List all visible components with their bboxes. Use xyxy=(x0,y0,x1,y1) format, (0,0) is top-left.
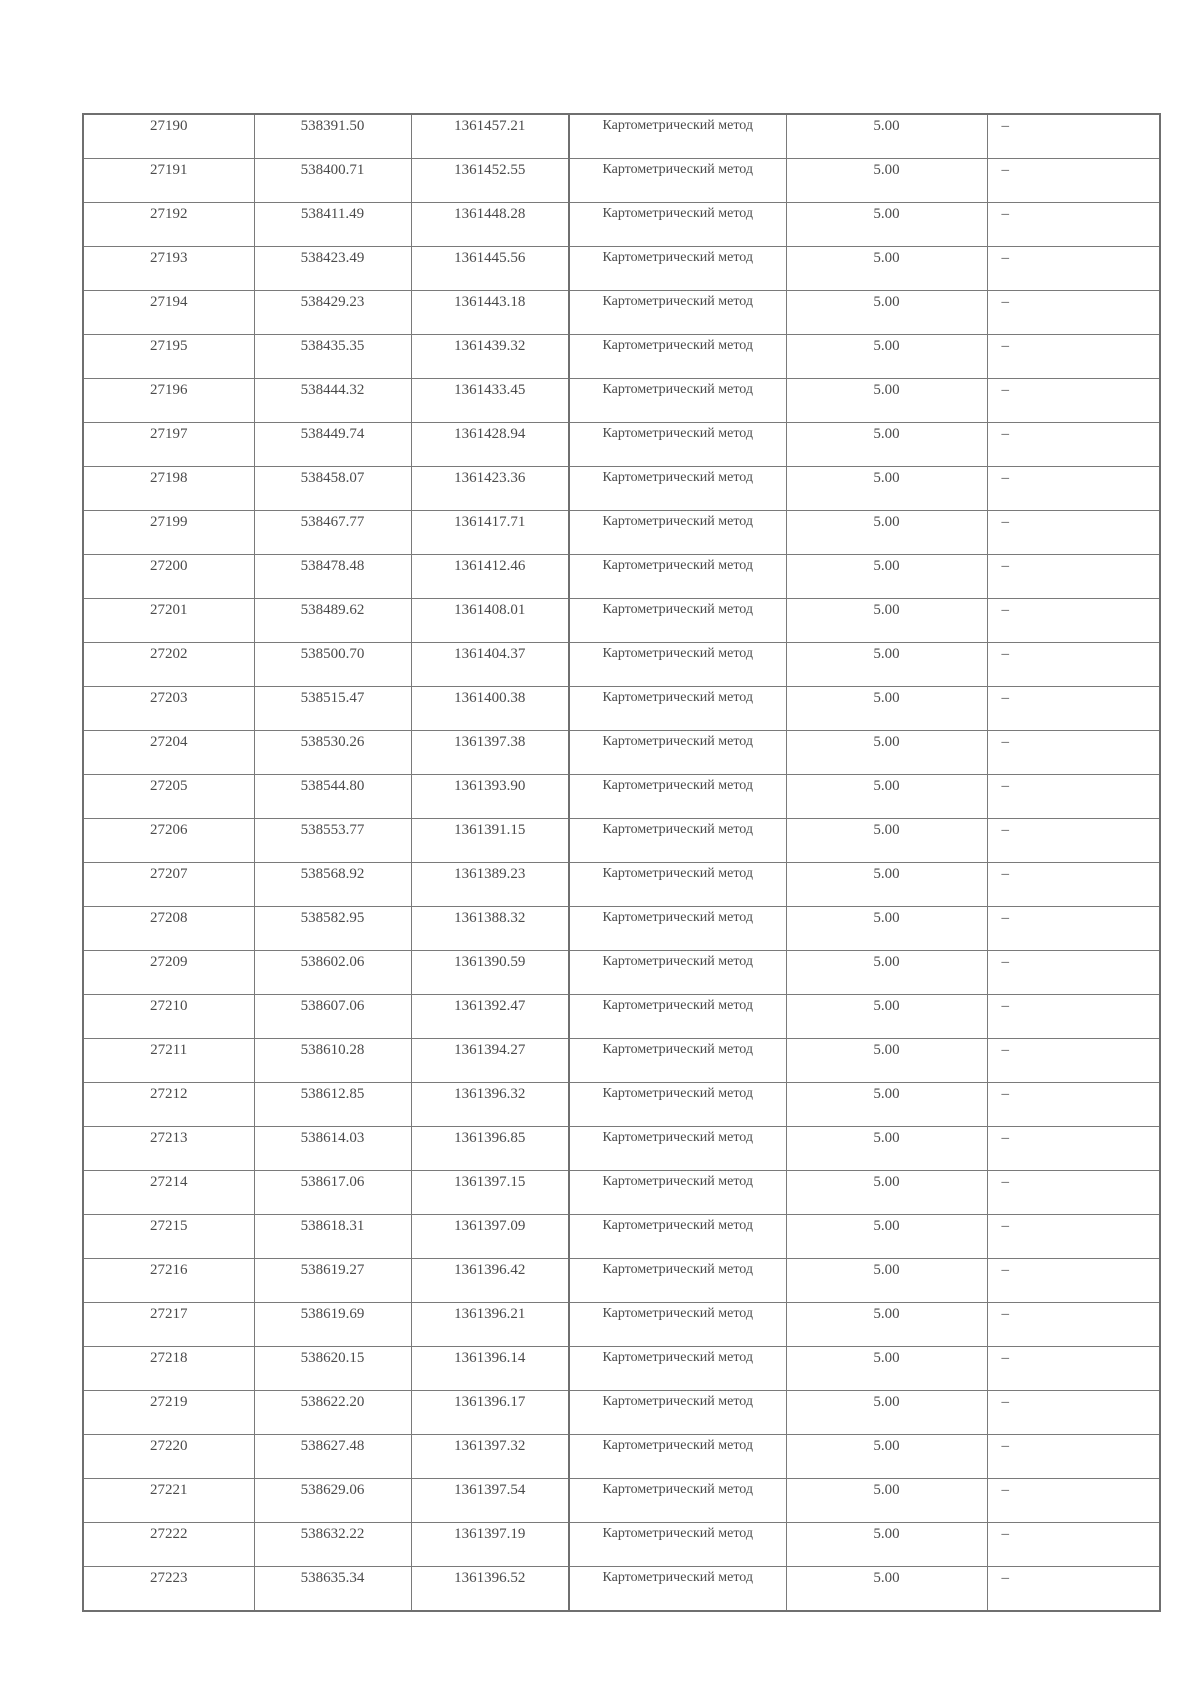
note-cell: – xyxy=(987,1259,1160,1303)
table-row xyxy=(83,731,1160,775)
y-coordinate-cell: 1361390.59 xyxy=(411,951,569,995)
method-cell: Картометрический метод xyxy=(569,995,786,1039)
accuracy-cell: 5.00 xyxy=(786,511,987,555)
point-number-cell: 27223 xyxy=(83,1567,254,1612)
y-coordinate-cell: 1361439.32 xyxy=(411,335,569,379)
point-number-cell: 27196 xyxy=(83,379,254,423)
point-number-cell: 27210 xyxy=(83,995,254,1039)
table-row xyxy=(83,643,1160,687)
x-coordinate-cell: 538500.70 xyxy=(254,643,411,687)
note-cell: – xyxy=(987,1479,1160,1523)
note-cell: – xyxy=(987,1523,1160,1567)
point-number-cell: 27193 xyxy=(83,247,254,291)
note-cell: – xyxy=(987,687,1160,731)
method-cell: Картометрический метод xyxy=(569,159,786,203)
accuracy-cell: 5.00 xyxy=(786,1523,987,1567)
note-cell: – xyxy=(987,423,1160,467)
table-row xyxy=(83,775,1160,819)
point-number-cell: 27192 xyxy=(83,203,254,247)
accuracy-cell: 5.00 xyxy=(786,687,987,731)
point-number-cell: 27207 xyxy=(83,863,254,907)
method-cell: Картометрический метод xyxy=(569,643,786,687)
point-number-cell: 27215 xyxy=(83,1215,254,1259)
note-cell: – xyxy=(987,1171,1160,1215)
accuracy-cell: 5.00 xyxy=(786,247,987,291)
point-number-cell: 27212 xyxy=(83,1083,254,1127)
y-coordinate-cell: 1361397.38 xyxy=(411,731,569,775)
x-coordinate-cell: 538602.06 xyxy=(254,951,411,995)
point-number-cell: 27199 xyxy=(83,511,254,555)
point-number-cell: 27197 xyxy=(83,423,254,467)
method-cell: Картометрический метод xyxy=(569,1523,786,1567)
y-coordinate-cell: 1361396.14 xyxy=(411,1347,569,1391)
table-row xyxy=(83,1523,1160,1567)
point-number-cell: 27220 xyxy=(83,1435,254,1479)
x-coordinate-cell: 538617.06 xyxy=(254,1171,411,1215)
method-cell: Картометрический метод xyxy=(569,247,786,291)
note-cell: – xyxy=(987,203,1160,247)
accuracy-cell: 5.00 xyxy=(786,863,987,907)
y-coordinate-cell: 1361396.21 xyxy=(411,1303,569,1347)
x-coordinate-cell: 538478.48 xyxy=(254,555,411,599)
point-number-cell: 27191 xyxy=(83,159,254,203)
x-coordinate-cell: 538467.77 xyxy=(254,511,411,555)
x-coordinate-cell: 538582.95 xyxy=(254,907,411,951)
accuracy-cell: 5.00 xyxy=(786,775,987,819)
x-coordinate-cell: 538610.28 xyxy=(254,1039,411,1083)
table-row xyxy=(83,907,1160,951)
y-coordinate-cell: 1361408.01 xyxy=(411,599,569,643)
point-number-cell: 27209 xyxy=(83,951,254,995)
y-coordinate-cell: 1361397.15 xyxy=(411,1171,569,1215)
method-cell: Картометрический метод xyxy=(569,1391,786,1435)
note-cell: – xyxy=(987,599,1160,643)
accuracy-cell: 5.00 xyxy=(786,1171,987,1215)
note-cell: – xyxy=(987,1215,1160,1259)
point-number-cell: 27211 xyxy=(83,1039,254,1083)
y-coordinate-cell: 1361396.85 xyxy=(411,1127,569,1171)
note-cell: – xyxy=(987,995,1160,1039)
point-number-cell: 27208 xyxy=(83,907,254,951)
table-row xyxy=(83,159,1160,203)
x-coordinate-cell: 538553.77 xyxy=(254,819,411,863)
note-cell: – xyxy=(987,1083,1160,1127)
x-coordinate-cell: 538568.92 xyxy=(254,863,411,907)
accuracy-cell: 5.00 xyxy=(786,1391,987,1435)
table-row xyxy=(83,291,1160,335)
accuracy-cell: 5.00 xyxy=(786,907,987,951)
method-cell: Картометрический метод xyxy=(569,1171,786,1215)
y-coordinate-cell: 1361433.45 xyxy=(411,379,569,423)
table-row xyxy=(83,1347,1160,1391)
table-row xyxy=(83,995,1160,1039)
method-cell: Картометрический метод xyxy=(569,1347,786,1391)
x-coordinate-cell: 538391.50 xyxy=(254,114,411,159)
method-cell: Картометрический метод xyxy=(569,1127,786,1171)
note-cell: – xyxy=(987,643,1160,687)
x-coordinate-cell: 538515.47 xyxy=(254,687,411,731)
note-cell: – xyxy=(987,1303,1160,1347)
table-row xyxy=(83,1435,1160,1479)
accuracy-cell: 5.00 xyxy=(786,203,987,247)
point-number-cell: 27203 xyxy=(83,687,254,731)
table-row xyxy=(83,1083,1160,1127)
method-cell: Картометрический метод xyxy=(569,951,786,995)
point-number-cell: 27218 xyxy=(83,1347,254,1391)
table-row xyxy=(83,1567,1160,1612)
table-row xyxy=(83,1391,1160,1435)
accuracy-cell: 5.00 xyxy=(786,731,987,775)
point-number-cell: 27195 xyxy=(83,335,254,379)
method-cell: Картометрический метод xyxy=(569,687,786,731)
document-page xyxy=(82,113,1159,1612)
x-coordinate-cell: 538607.06 xyxy=(254,995,411,1039)
table-row xyxy=(83,1215,1160,1259)
method-cell: Картометрический метод xyxy=(569,423,786,467)
method-cell: Картометрический метод xyxy=(569,863,786,907)
y-coordinate-cell: 1361397.09 xyxy=(411,1215,569,1259)
table-row xyxy=(83,555,1160,599)
x-coordinate-cell: 538632.22 xyxy=(254,1523,411,1567)
accuracy-cell: 5.00 xyxy=(786,467,987,511)
method-cell: Картометрический метод xyxy=(569,555,786,599)
table-row xyxy=(83,599,1160,643)
point-number-cell: 27204 xyxy=(83,731,254,775)
table-row xyxy=(83,467,1160,511)
accuracy-cell: 5.00 xyxy=(786,819,987,863)
accuracy-cell: 5.00 xyxy=(786,599,987,643)
table-row xyxy=(83,423,1160,467)
note-cell: – xyxy=(987,379,1160,423)
method-cell: Картометрический метод xyxy=(569,1567,786,1612)
point-number-cell: 27213 xyxy=(83,1127,254,1171)
table-row xyxy=(83,511,1160,555)
x-coordinate-cell: 538612.85 xyxy=(254,1083,411,1127)
accuracy-cell: 5.00 xyxy=(786,159,987,203)
table-row xyxy=(83,1259,1160,1303)
point-number-cell: 27190 xyxy=(83,114,254,159)
point-number-cell: 27217 xyxy=(83,1303,254,1347)
note-cell: – xyxy=(987,511,1160,555)
note-cell: – xyxy=(987,1039,1160,1083)
note-cell: – xyxy=(987,1435,1160,1479)
point-number-cell: 27202 xyxy=(83,643,254,687)
x-coordinate-cell: 538618.31 xyxy=(254,1215,411,1259)
accuracy-cell: 5.00 xyxy=(786,951,987,995)
note-cell: – xyxy=(987,555,1160,599)
accuracy-cell: 5.00 xyxy=(786,423,987,467)
x-coordinate-cell: 538429.23 xyxy=(254,291,411,335)
table-row xyxy=(83,863,1160,907)
method-cell: Картометрический метод xyxy=(569,1303,786,1347)
point-number-cell: 27200 xyxy=(83,555,254,599)
y-coordinate-cell: 1361452.55 xyxy=(411,159,569,203)
x-coordinate-cell: 538458.07 xyxy=(254,467,411,511)
method-cell: Картометрический метод xyxy=(569,1083,786,1127)
table-row xyxy=(83,687,1160,731)
x-coordinate-cell: 538627.48 xyxy=(254,1435,411,1479)
y-coordinate-cell: 1361396.52 xyxy=(411,1567,569,1612)
accuracy-cell: 5.00 xyxy=(786,114,987,159)
y-coordinate-cell: 1361396.17 xyxy=(411,1391,569,1435)
table-row xyxy=(83,379,1160,423)
note-cell: – xyxy=(987,819,1160,863)
point-number-cell: 27205 xyxy=(83,775,254,819)
table-row xyxy=(83,1127,1160,1171)
x-coordinate-cell: 538614.03 xyxy=(254,1127,411,1171)
accuracy-cell: 5.00 xyxy=(786,1259,987,1303)
accuracy-cell: 5.00 xyxy=(786,379,987,423)
x-coordinate-cell: 538635.34 xyxy=(254,1567,411,1612)
table-row xyxy=(83,951,1160,995)
method-cell: Картометрический метод xyxy=(569,775,786,819)
accuracy-cell: 5.00 xyxy=(786,1567,987,1612)
y-coordinate-cell: 1361396.42 xyxy=(411,1259,569,1303)
accuracy-cell: 5.00 xyxy=(786,1039,987,1083)
method-cell: Картометрический метод xyxy=(569,511,786,555)
note-cell: – xyxy=(987,1127,1160,1171)
accuracy-cell: 5.00 xyxy=(786,1347,987,1391)
y-coordinate-cell: 1361457.21 xyxy=(411,114,569,159)
method-cell: Картометрический метод xyxy=(569,335,786,379)
note-cell: – xyxy=(987,863,1160,907)
x-coordinate-cell: 538423.49 xyxy=(254,247,411,291)
accuracy-cell: 5.00 xyxy=(786,335,987,379)
accuracy-cell: 5.00 xyxy=(786,643,987,687)
table-row xyxy=(83,1039,1160,1083)
y-coordinate-cell: 1361388.32 xyxy=(411,907,569,951)
x-coordinate-cell: 538489.62 xyxy=(254,599,411,643)
table-row xyxy=(83,247,1160,291)
accuracy-cell: 5.00 xyxy=(786,555,987,599)
y-coordinate-cell: 1361397.32 xyxy=(411,1435,569,1479)
y-coordinate-cell: 1361417.71 xyxy=(411,511,569,555)
note-cell: – xyxy=(987,1567,1160,1612)
x-coordinate-cell: 538622.20 xyxy=(254,1391,411,1435)
note-cell: – xyxy=(987,1347,1160,1391)
y-coordinate-cell: 1361448.28 xyxy=(411,203,569,247)
point-number-cell: 27194 xyxy=(83,291,254,335)
y-coordinate-cell: 1361404.37 xyxy=(411,643,569,687)
table-row xyxy=(83,335,1160,379)
note-cell: – xyxy=(987,159,1160,203)
accuracy-cell: 5.00 xyxy=(786,1479,987,1523)
y-coordinate-cell: 1361428.94 xyxy=(411,423,569,467)
note-cell: – xyxy=(987,291,1160,335)
coordinates-table xyxy=(82,113,1161,1612)
x-coordinate-cell: 538444.32 xyxy=(254,379,411,423)
y-coordinate-cell: 1361412.46 xyxy=(411,555,569,599)
x-coordinate-cell: 538544.80 xyxy=(254,775,411,819)
x-coordinate-cell: 538530.26 xyxy=(254,731,411,775)
y-coordinate-cell: 1361445.56 xyxy=(411,247,569,291)
note-cell: – xyxy=(987,951,1160,995)
method-cell: Картометрический метод xyxy=(569,1215,786,1259)
accuracy-cell: 5.00 xyxy=(786,995,987,1039)
method-cell: Картометрический метод xyxy=(569,1479,786,1523)
method-cell: Картометрический метод xyxy=(569,599,786,643)
note-cell: – xyxy=(987,775,1160,819)
point-number-cell: 27201 xyxy=(83,599,254,643)
table-row xyxy=(83,203,1160,247)
x-coordinate-cell: 538629.06 xyxy=(254,1479,411,1523)
accuracy-cell: 5.00 xyxy=(786,1083,987,1127)
x-coordinate-cell: 538449.74 xyxy=(254,423,411,467)
note-cell: – xyxy=(987,247,1160,291)
y-coordinate-cell: 1361394.27 xyxy=(411,1039,569,1083)
y-coordinate-cell: 1361443.18 xyxy=(411,291,569,335)
y-coordinate-cell: 1361389.23 xyxy=(411,863,569,907)
coordinates-table-body xyxy=(83,114,1160,1611)
method-cell: Картометрический метод xyxy=(569,114,786,159)
x-coordinate-cell: 538400.71 xyxy=(254,159,411,203)
accuracy-cell: 5.00 xyxy=(786,1127,987,1171)
note-cell: – xyxy=(987,1391,1160,1435)
accuracy-cell: 5.00 xyxy=(786,291,987,335)
method-cell: Картометрический метод xyxy=(569,203,786,247)
y-coordinate-cell: 1361423.36 xyxy=(411,467,569,511)
method-cell: Картометрический метод xyxy=(569,907,786,951)
point-number-cell: 27216 xyxy=(83,1259,254,1303)
accuracy-cell: 5.00 xyxy=(786,1435,987,1479)
method-cell: Картометрический метод xyxy=(569,1259,786,1303)
y-coordinate-cell: 1361397.19 xyxy=(411,1523,569,1567)
point-number-cell: 27214 xyxy=(83,1171,254,1215)
table-row xyxy=(83,114,1160,159)
note-cell: – xyxy=(987,467,1160,511)
y-coordinate-cell: 1361400.38 xyxy=(411,687,569,731)
y-coordinate-cell: 1361391.15 xyxy=(411,819,569,863)
method-cell: Картометрический метод xyxy=(569,291,786,335)
table-row xyxy=(83,1171,1160,1215)
method-cell: Картометрический метод xyxy=(569,379,786,423)
y-coordinate-cell: 1361393.90 xyxy=(411,775,569,819)
method-cell: Картометрический метод xyxy=(569,467,786,511)
y-coordinate-cell: 1361396.32 xyxy=(411,1083,569,1127)
point-number-cell: 27198 xyxy=(83,467,254,511)
note-cell: – xyxy=(987,907,1160,951)
y-coordinate-cell: 1361397.54 xyxy=(411,1479,569,1523)
y-coordinate-cell: 1361392.47 xyxy=(411,995,569,1039)
x-coordinate-cell: 538435.35 xyxy=(254,335,411,379)
method-cell: Картометрический метод xyxy=(569,1039,786,1083)
table-row xyxy=(83,1303,1160,1347)
x-coordinate-cell: 538619.27 xyxy=(254,1259,411,1303)
accuracy-cell: 5.00 xyxy=(786,1215,987,1259)
table-row xyxy=(83,1479,1160,1523)
method-cell: Картометрический метод xyxy=(569,731,786,775)
note-cell: – xyxy=(987,731,1160,775)
x-coordinate-cell: 538411.49 xyxy=(254,203,411,247)
x-coordinate-cell: 538619.69 xyxy=(254,1303,411,1347)
table-row xyxy=(83,819,1160,863)
accuracy-cell: 5.00 xyxy=(786,1303,987,1347)
point-number-cell: 27206 xyxy=(83,819,254,863)
method-cell: Картометрический метод xyxy=(569,819,786,863)
note-cell: – xyxy=(987,114,1160,159)
point-number-cell: 27222 xyxy=(83,1523,254,1567)
note-cell: – xyxy=(987,335,1160,379)
point-number-cell: 27219 xyxy=(83,1391,254,1435)
x-coordinate-cell: 538620.15 xyxy=(254,1347,411,1391)
method-cell: Картометрический метод xyxy=(569,1435,786,1479)
point-number-cell: 27221 xyxy=(83,1479,254,1523)
